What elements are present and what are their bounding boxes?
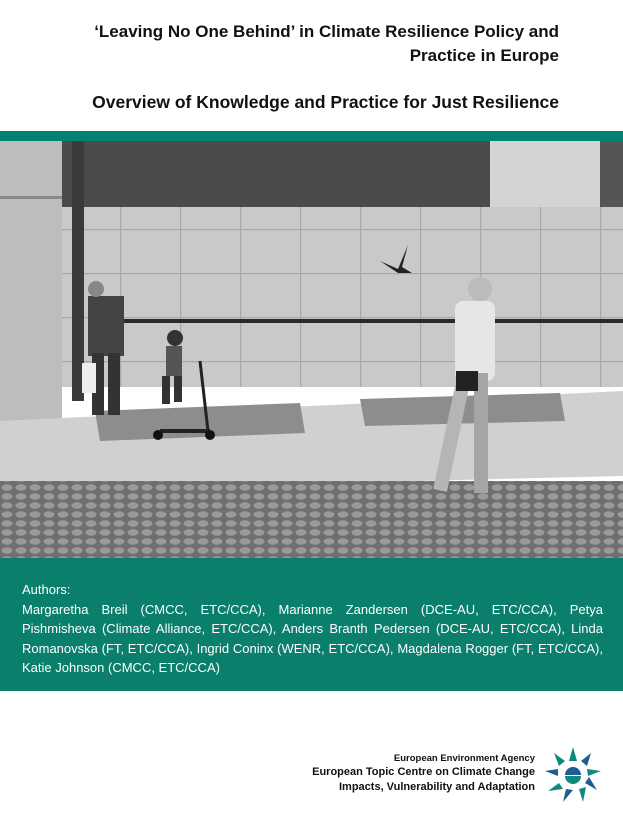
eea-sun-logo-icon	[543, 745, 603, 805]
authors-heading: Authors:	[22, 582, 71, 597]
report-subtitle: Overview of Knowledge and Practice for Just Resilience	[92, 92, 559, 112]
authors-box	[0, 558, 623, 691]
cover-photo	[0, 141, 623, 558]
agency-name: European Environment Agency	[393, 753, 535, 764]
title-block	[39, 20, 559, 114]
etc-name-line2: Impacts, Vulnerability and Adaptation	[339, 781, 535, 793]
footer-credits	[175, 752, 535, 795]
report-title: ‘Leaving No One Behind’ in Climate Resilience Policy and Practice in Europe	[94, 22, 559, 65]
etc-name-line1: European Topic Centre on Climate Change	[312, 766, 535, 778]
accent-bar	[0, 131, 623, 141]
authors-list: Margaretha Breil (CMCC, ETC/CCA), Marianne Zandersen (DCE-AU, ETC/CCA), Petya Pishmisheva (Climate Alliance, ETC/CCA), Anders Branth Pedersen (DCE-AU, ETC/CCA), Linda Romanovska (FT, ETC/CCA), Ingrid Coninx (WENR, ETC/CCA), Magdalena Rogger (FT, ETC/CCA), Katie Johnson (CMCC, ETC/CCA)	[22, 601, 603, 675]
